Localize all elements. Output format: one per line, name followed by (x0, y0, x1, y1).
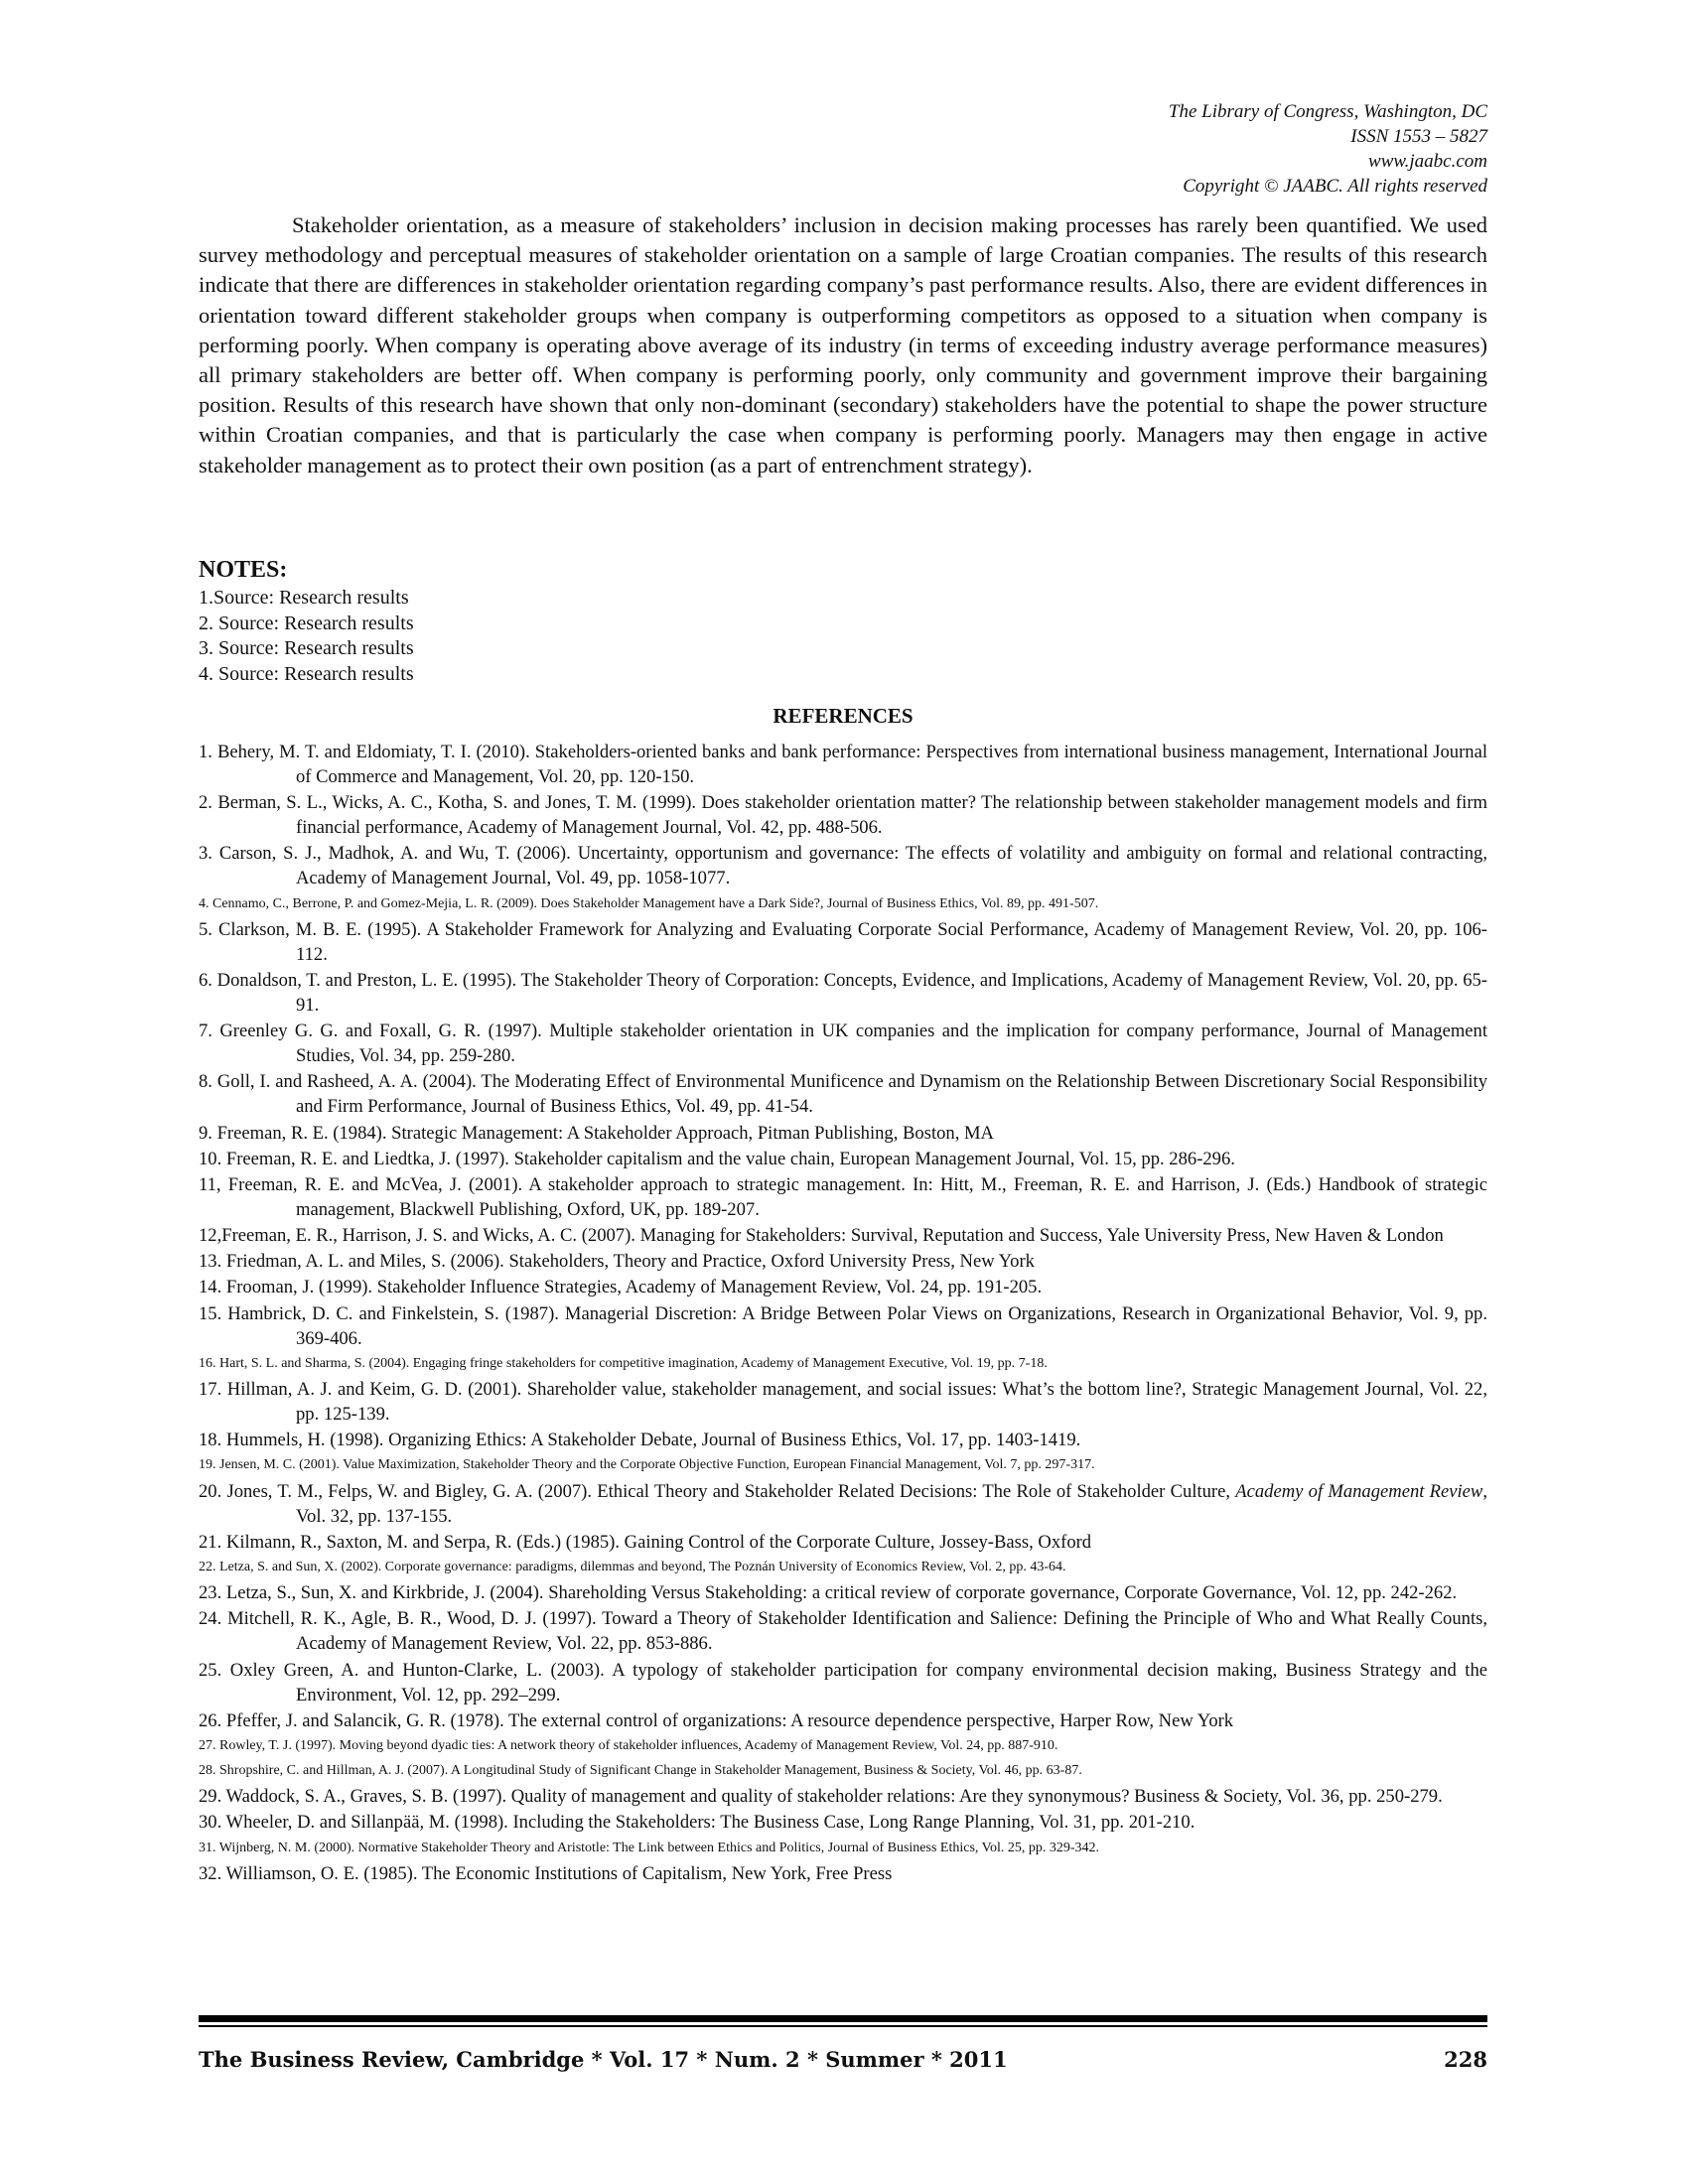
reference-item: 15. Hambrick, D. C. and Finkelstein, S. (1987). Managerial Discretion: A Bridge Between Polar Views on Organizations, Research in Organizational Behavior, Vol. 9, pp. 369-406. (199, 1302, 1487, 1349)
reference-item: 30. Wheeler, D. and Sillanpää, M. (1998). Including the Stakeholders: The Business Case, Long Range Planning, Vol. 31, pp. 201-210. (199, 1812, 1196, 1834)
header-library: The Library of Congress, Washington, DC (1168, 101, 1487, 122)
reference-item: 28. Shropshire, C. and Hillman, A. J. (2007). A Longitudinal Study of Significant Change in Stakeholder Management, Business & Society, Vol. 46, pp. 63-87. (199, 1763, 1082, 1779)
reference-item: 31. Wijnberg, N. M. (2000). Normative Stakeholder Theory and Aristotle: The Link between Ethics and Politics, Journal of Business Ethics, Vol. 25, pp. 329-342. (199, 1840, 1099, 1855)
reference-item: 29. Waddock, S. A., Graves, S. B. (1997). Quality of management and quality of stakeholder relations: Are they synonymous? Business & Society, Vol. 36, pp. 250-279. (199, 1786, 1443, 1808)
note-item: 4. Source: Research results (199, 662, 414, 685)
note-item: 1.Source: Research results (199, 587, 409, 609)
reference-item: 27. Rowley, T. J. (1997). Moving beyond dyadic ties: A network theory of stakeholder influences, Academy of Management Review, Vol. 24, pp. 887-910. (199, 1737, 1058, 1753)
reference-item: 16. Hart, S. L. and Sharma, S. (2004). Engaging fringe stakeholders for competitive imagination, Academy of Management Executive, Vol. 19, pp. 7-18. (199, 1355, 1048, 1371)
reference-item: 6. Donaldson, T. and Preston, L. E. (1995). The Stakeholder Theory of Corporation: Concepts, Evidence, and Implications, Academy of Management Review, Vol. 20, pp. 65-91. (199, 969, 1487, 1016)
reference-item: 21. Kilmann, R., Saxton, M. and Serpa, R. (Eds.) (1985). Gaining Control of the Corporate Culture, Jossey-Bass, Oxford (199, 1531, 1092, 1553)
reference-text: 20. Jones, T. M., Felps, W. and Bigley, G. A. (2007). Ethical Theory and Stakeholder Related Decisions: The Role of Stakeholder Culture, (199, 1480, 1231, 1502)
header-copyright: Copyright © JAABC. All rights reserved (1183, 176, 1487, 197)
header-website: www.jaabc.com (1368, 151, 1487, 172)
reference-item: 22. Letza, S. and Sun, X. (2002). Corporate governance: paradigms, dilemmas and beyond, The Poznán University of Economics Review, Vol. 2, pp. 43-64. (199, 1559, 1066, 1574)
references-list (199, 740, 1487, 1887)
header-issn: ISSN 1553 – 5827 (1350, 126, 1487, 147)
notes-list (199, 586, 993, 687)
reference-item: 5. Clarkson, M. B. E. (1995). A Stakeholder Framework for Analyzing and Evaluating Corporate Social Performance, Academy of Management Review, Vol. 20, pp. 106-112. (199, 918, 1487, 965)
footer-journal-info: The Business Review, Cambridge * Vol. 17 * Num. 2 * Summer * 2011 (199, 2047, 1008, 2072)
reference-item: 32. Williamson, O. E. (1985). The Economic Institutions of Capitalism, New York, Free Press (199, 1862, 893, 1884)
reference-item: 18. Hummels, H. (1998). Organizing Ethics: A Stakeholder Debate, Journal of Business Ethics, Vol. 17, pp. 1403-1419. (199, 1430, 1081, 1451)
reference-item: 11, Freeman, R. E. and McVea, J. (2001). A stakeholder approach to strategic management. In: Hitt, M., Freeman, R. E. and Harrison, J. (Eds.) Handbook of strategic management, Blackwell Publishing, Oxford, UK, pp. 189-207. (199, 1173, 1487, 1220)
reference-item: 24. Mitchell, R. K., Agle, B. R., Wood, D. J. (1997). Toward a Theory of Stakeholder Identification and Salience: Defining the Principle of Who and What Really Counts, Academy of Management Review, Vol. 22, pp. 853-886. (199, 1608, 1487, 1655)
note-item: 2. Source: Research results (199, 612, 414, 634)
footer-rule-thin (199, 2025, 1487, 2027)
reference-journal-italic: Academy of Management Review (1235, 1480, 1483, 1502)
page-number: 228 (1444, 2047, 1487, 2072)
reference-item: 14. Frooman, J. (1999). Stakeholder Influence Strategies, Academy of Management Review, Vol. 24, pp. 191-205. (199, 1277, 1043, 1298)
references-heading: REFERENCES (773, 704, 914, 728)
reference-item: 25. Oxley Green, A. and Hunton-Clarke, L. (2003). A typology of stakeholder participation for company environmental decision making, Business Strategy and the Environment, Vol. 12, pp. 292–299. (199, 1659, 1487, 1706)
reference-item: 7. Greenley G. G. and Foxall, G. R. (1997). Multiple stakeholder orientation in UK companies and the implication for company performance, Journal of Management Studies, Vol. 34, pp. 259-280. (199, 1021, 1487, 1067)
reference-item: 12,Freeman, E. R., Harrison, J. S. and Wicks, A. C. (2007). Managing for Stakeholders: Survival, Reputation and Success, Yale University Press, New Haven & London (199, 1225, 1444, 1247)
reference-item: 13. Friedman, A. L. and Miles, S. (2006). Stakeholders, Theory and Practice, Oxford University Press, New York (199, 1251, 1035, 1273)
notes-heading: NOTES: (199, 557, 288, 583)
note-item: 3. Source: Research results (199, 637, 414, 659)
reference-item: 23. Letza, S., Sun, X. and Kirkbride, J. (2004). Shareholding Versus Stakeholding: a critical review of corporate governance, Corporate Governance, Vol. 12, pp. 242-262. (199, 1582, 1458, 1604)
reference-item: 8. Goll, I. and Rasheed, A. A. (2004). The Moderating Effect of Environmental Munificence and Dynamism on the Relationship Between Discretionary Social Responsibility and Firm Performance, Journal of Business Ethics, Vol. 49, pp. 41-54. (199, 1071, 1487, 1118)
reference-item: 2. Berman, S. L., Wicks, A. C., Kotha, S. and Jones, T. M. (1999). Does stakeholder orientation matter? The relationship between stakeholder management models and firm financial performance, Academy of Management Journal, Vol. 42, pp. 488-506. (199, 792, 1487, 839)
reference-item: 4. Cennamo, C., Berrone, P. and Gomez-Mejia, L. R. (2009). Does Stakeholder Management have a Dark Side?, Journal of Business Ethics, Vol. 89, pp. 491-507. (199, 895, 1099, 911)
reference-item (199, 1479, 1487, 1529)
reference-item: 3. Carson, S. J., Madhok, A. and Wu, T. (2006). Uncertainty, opportunism and governance: The effects of volatility and ambiguity on formal and relational contracting, Academy of Management Journal, Vol. 49, pp. 1058-1077. (199, 843, 1487, 889)
reference-item: 26. Pfeffer, J. and Salancik, G. R. (1978). The external control of organizations: A resource dependence perspective, Harper Row, New York (199, 1709, 1234, 1731)
reference-item: 17. Hillman, A. J. and Keim, G. D. (2001). Shareholder value, stakeholder management, and social issues: What’s the bottom line?, Strategic Management Journal, Vol. 22, pp. 125-139. (199, 1379, 1487, 1425)
footer-rule-thick (199, 2015, 1487, 2022)
reference-text: , Vol. 32, pp. 137-155. (296, 1480, 1487, 1527)
reference-item: 10. Freeman, R. E. and Liedtka, J. (1997). Stakeholder capitalism and the value chain, European Management Journal, Vol. 15, pp. 286-296. (199, 1148, 1235, 1169)
conclusion-paragraph: Stakeholder orientation, as a measure of stakeholders’ inclusion in decision making processes has rarely been quantified. We used survey methodology and perceptual measures of stakeholder orientation on a sample of large Croatian companies. The results of this research indicate that there are differences in stakeholder orientation regarding company’s past performance results. Also, there are evident differences in orientation toward different stakeholder groups when company is outperforming competitors as opposed to a situation when company is performing poorly. When company is operating above average of its industry (in terms of exceeding industry average performance measures) all primary stakeholders are better off. When company is performing poorly, only community and government improve their bargaining position. Results of this research have shown that only non-dominant (secondary) stakeholders have the potential to shape the power structure within Croatian companies, and that is particularly the case when company is performing poorly. Managers may then engage in active stakeholder management as to protect their own position (as a part of entrenchment strategy). (199, 212, 1487, 478)
reference-item: 1. Behery, M. T. and Eldomiaty, T. I. (2010). Stakeholders-oriented banks and bank performance: Perspectives from international business management, International Journal of Commerce and Management, Vol. 20, pp. 120-150. (199, 742, 1487, 787)
reference-item: 9. Freeman, R. E. (1984). Strategic Management: A Stakeholder Approach, Pitman Publishing, Boston, MA (199, 1122, 994, 1144)
reference-item: 19. Jensen, M. C. (2001). Value Maximization, Stakeholder Theory and the Corporate Objective Function, European Financial Management, Vol. 7, pp. 297-317. (199, 1457, 1095, 1473)
page-header (792, 99, 1487, 199)
